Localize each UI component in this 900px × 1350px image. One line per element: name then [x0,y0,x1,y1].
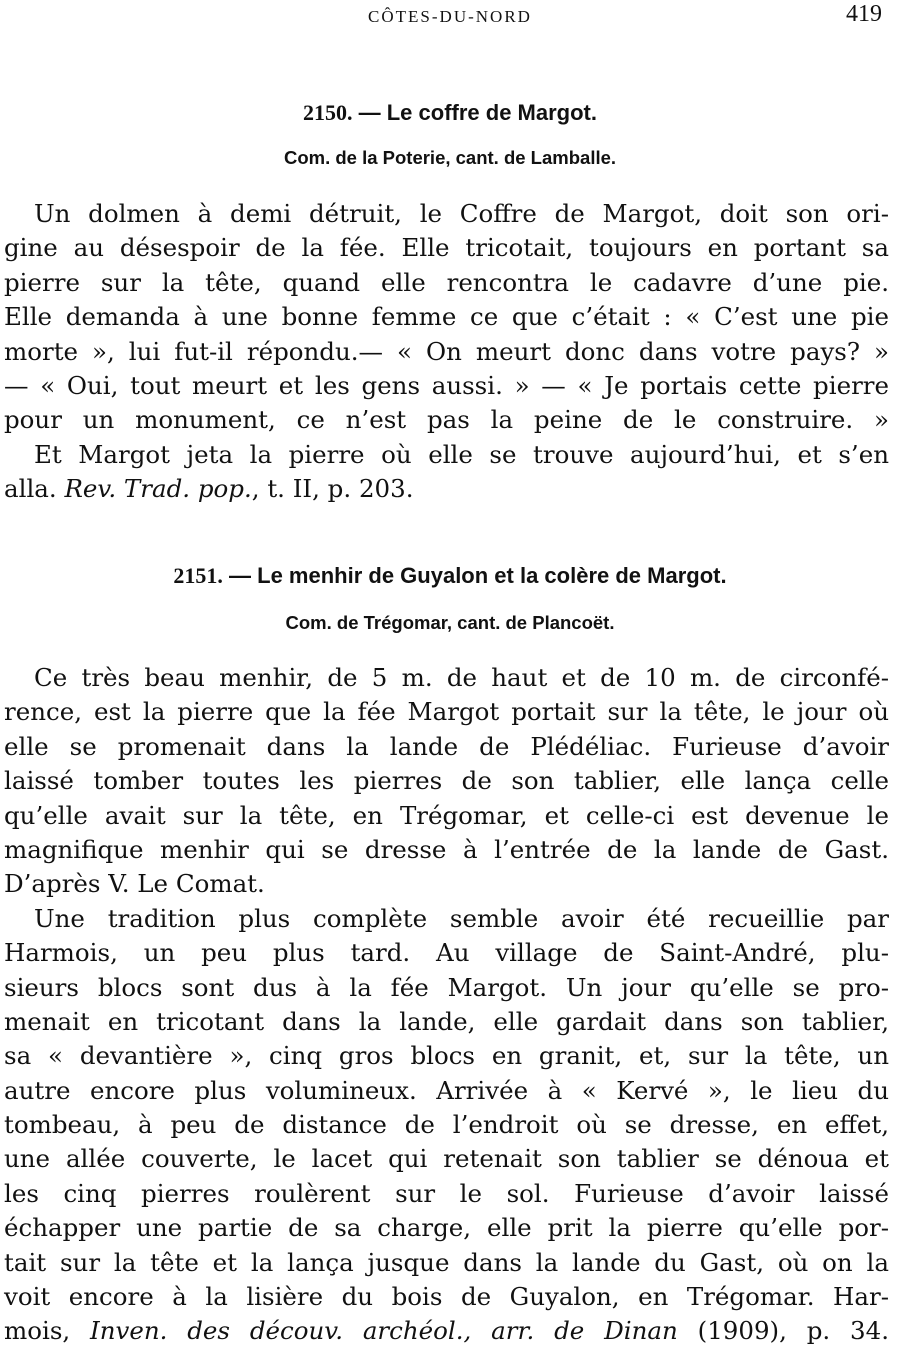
text-line: Elle demanda à une bonne femme ce que c’était : « C’est une pie [4,302,889,332]
text-line: sa « devantière », cinq gros blocs en granit, et, sur la tête, un [4,1041,889,1071]
text-fragment: mois, [4,1316,91,1346]
entry-2150-body [4,197,889,507]
citation-title: Inven. des découv. archéol., arr. de Dinan [90,1316,678,1346]
text-line: — « Oui, tout meurt et les gens aussi. » — « Je portais cette pierre [4,370,889,400]
running-title: CÔTES-DU-NORD [368,7,532,26]
entry-2151-location: Com. de Trégomar, cant. de Plancoët. [285,612,615,633]
entry-2150-heading [0,100,900,126]
text-line: morte », lui fut-il répondu.— « On meurt donc dans votre pays? » [4,336,889,366]
text-line: les cinq pierres roulèrent sur le sol. Furieuse d’avoir laissé [4,1178,889,1208]
text-line: Un dolmen à demi détruit, le Coffre de Margot, doit son ori- [34,199,889,228]
text-line: sieurs blocs sont dus à la fée Margot. Un jour qu’elle se pro- [4,972,889,1002]
text-line: une allée couverte, le lacet qui retenait son tablier se dénoua et [4,1144,889,1174]
text-line-last [4,472,889,506]
text-line-last: D’après V. Le Comat. [4,869,265,899]
text-line: elle se promenait dans la lande de Plédéliac. Furieuse d’avoir [4,731,889,761]
running-header [0,0,900,36]
text-line: Une tradition plus complète semble avoir été recueillie par [34,903,889,933]
text-line: Et Margot jeta la pierre où elle se trouve aujourd’hui, et s’en [34,439,889,469]
text-line: laissé tomber toutes les pierres de son tablier, elle lança celle [4,766,889,796]
text-line: Harmois, un peu plus tard. Au village de Saint-André, plu- [4,938,889,968]
text-line: menait en tricotant dans la lande, elle gardait dans son tablier, [4,1006,889,1036]
entry-2151-heading [0,563,900,589]
citation-title: Rev. Trad. pop. [64,474,252,504]
text-line: qu’elle avait sur la tête, en Trégomar, et celle-ci est devenue le [4,800,889,830]
text-line: pierre sur la tête, quand elle rencontra le cadavre d’une pie. [4,267,889,297]
text-line: tait sur la tête et la lança jusque dans la lande du Gast, où on la [4,1247,889,1277]
text-line: voit encore à la lisière du bois de Guyalon, en Trégomar. Har- [4,1282,889,1312]
entry-2151-number: 2151. [173,563,223,588]
text-line: rence, est la pierre que la fée Margot portait sur la tête, le jour où [4,697,889,727]
text-line: gine au désespoir de la fée. Elle tricotait, toujours en portant sa [4,233,889,263]
text-line: Ce très beau menhir, de 5 m. de haut et de 10 m. de circonfé- [34,663,889,692]
text-line: échapper une partie de sa charge, elle prit la pierre qu’elle por- [4,1213,889,1243]
entry-2150-location: Com. de la Poterie, cant. de Lamballe. [283,147,617,168]
text-fragment: alla. [4,474,65,504]
page-number: 419 [846,1,882,27]
entry-2150-number: 2150. [303,100,353,125]
text-line: autre encore plus volumineux. Arrivée à « Kervé », le lieu du [4,1075,889,1105]
text-line: tombeau, à peu de distance de l’endroit où se dresse, en effet, [4,1110,889,1140]
text-line-final [4,1314,889,1348]
entry-2151-body [4,661,889,1349]
text-line: magnifique menhir qui se dresse à l’entrée de la lande de Gast. [4,834,889,864]
text-fragment: , t. II, p. 203. [251,474,414,504]
text-fragment: (1909), p. 34. [677,1316,890,1346]
entry-2150-title: — Le coffre de Margot. [358,100,597,125]
text-line: pour un monument, ce n’est pas la peine de le construire. » [4,405,889,435]
entry-2151-title: — Le menhir de Guyalon et la colère de Margot. [229,563,727,588]
